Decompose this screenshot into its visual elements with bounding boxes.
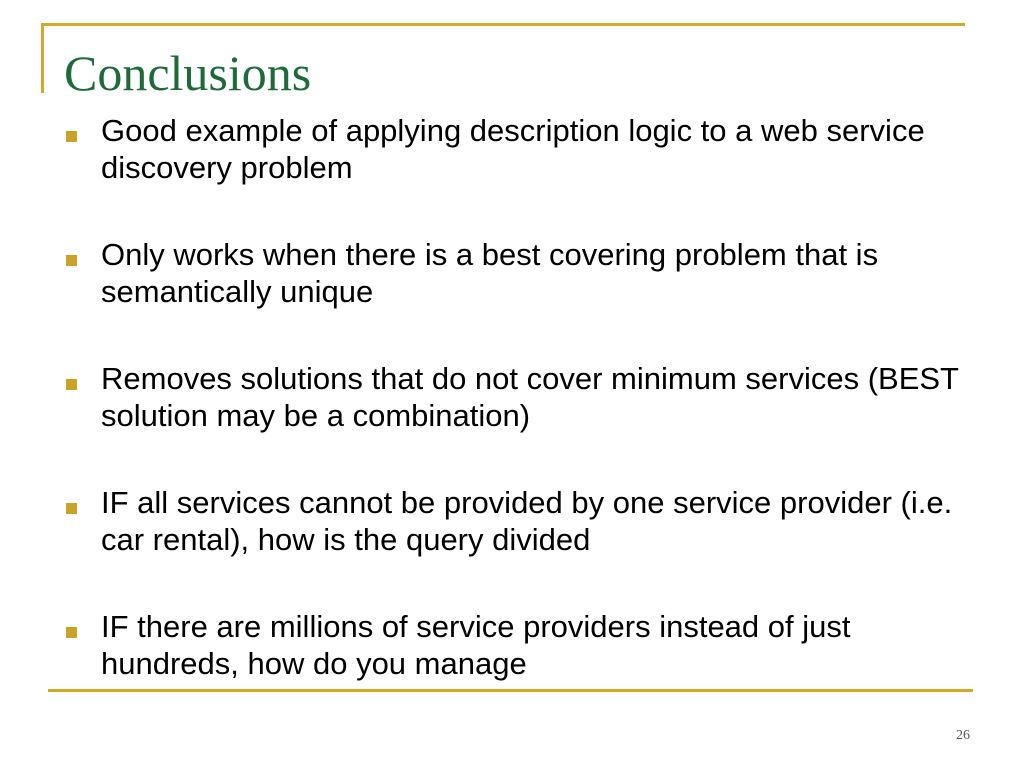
bullet-text: Removes solutions that do not cover minimum services (BEST solution may be a combination) (101, 361, 959, 433)
square-bullet-icon (66, 503, 77, 514)
bullet-text: IF there are millions of service providers instead of just hundreds, how do you manage (101, 609, 851, 681)
frame-left-rule (41, 23, 44, 93)
slide-title: Conclusions (64, 45, 312, 101)
square-bullet-icon (66, 255, 77, 266)
square-bullet-icon (66, 379, 77, 390)
frame-bottom-rule (48, 689, 973, 692)
bullet-item (66, 484, 966, 608)
square-bullet-icon (66, 627, 77, 638)
bullet-text: IF all services cannot be provided by one service provider (i.e. car rental), how is the query divided (101, 485, 953, 557)
bullet-item (66, 112, 966, 236)
square-bullet-icon (66, 131, 77, 142)
bullet-item (66, 360, 966, 484)
bullet-item (66, 608, 966, 732)
frame-top-rule (41, 23, 965, 26)
bullet-text: Only works when there is a best covering problem that is semantically unique (101, 237, 879, 309)
bullet-list (66, 112, 966, 732)
bullet-item (66, 236, 966, 360)
page-number: 26 (956, 728, 970, 743)
bullet-text: Good example of applying description logic to a web service discovery problem (101, 113, 925, 185)
